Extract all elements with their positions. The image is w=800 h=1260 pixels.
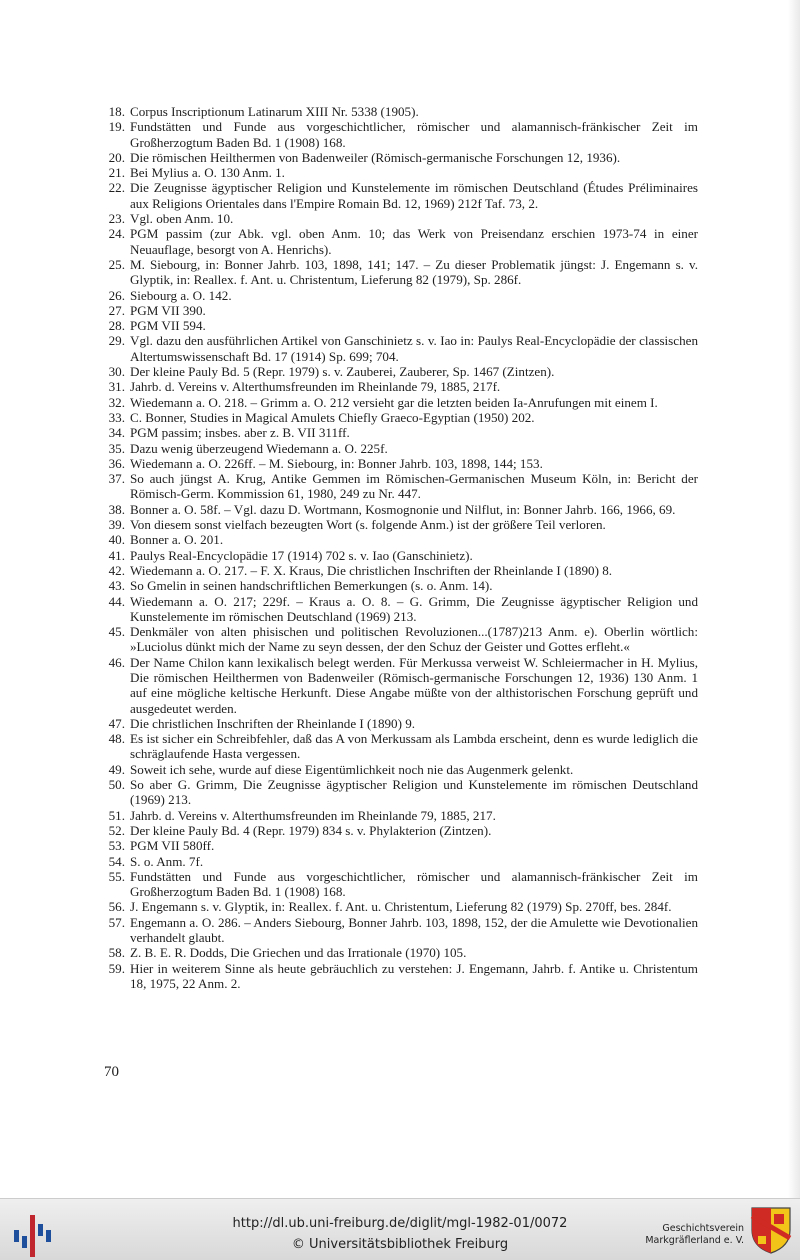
- footnote-number: 45.: [108, 624, 125, 640]
- footnote-number: 49.: [108, 761, 125, 777]
- footnote-text: Fundstätten und Funde aus vorgeschichtlicher, römischer und alamannisch-fränkischer Zeit im Großherzogtum Baden Bd. 1 (1908) 168.: [130, 868, 698, 900]
- footnote-item: [104, 854, 698, 869]
- footnote-item: [104, 119, 698, 150]
- footnote-item: [104, 731, 698, 762]
- footnote-number: 58.: [108, 945, 125, 961]
- footnote-item: [104, 425, 698, 440]
- footnote-item: [104, 945, 698, 960]
- footnote-item: [104, 838, 698, 853]
- footnote-text: PGM VII 580ff.: [130, 838, 215, 854]
- society-name-line: Geschichtsverein: [662, 1223, 744, 1234]
- footnote-number: 30.: [108, 364, 125, 380]
- footnote-number: 43.: [108, 578, 125, 594]
- footnote-number: 46.: [108, 654, 125, 670]
- footnote-number: 26.: [108, 287, 125, 303]
- footnote-number: 42.: [108, 562, 125, 578]
- footnote-item: [104, 532, 698, 547]
- footnote-item: [104, 257, 698, 288]
- footnote-item: [104, 333, 698, 364]
- footnote-text: Es ist sicher ein Schreibfehler, daß das A von Merkussam als Lambda erscheint, denn es wurde lediglich die schräglaufende Hasta vergessen.: [130, 731, 698, 762]
- footnote-item: [104, 456, 698, 471]
- footnote-text: Wiedemann a. O. 217. – F. X. Kraus, Die christlichen Inschriften der Rheinlande I (1890) 8.: [130, 562, 613, 578]
- footnote-number: 55.: [108, 868, 125, 884]
- footnote-number: 29.: [108, 333, 125, 349]
- footnote-text: Die Zeugnisse ägyptischer Religion und Kunstelemente im römischen Deutschland (Études Préliminaires aux Religions Orientales dans l'Empire Romain Bd. 12, 1969) 212f Taf. 73, 2.: [130, 180, 698, 211]
- footnote-text: Paulys Real-Encyclopädie 17 (1914) 702 s. v. Iao (Ganschinietz).: [130, 547, 473, 563]
- copyright-notice: © Universitätsbibliothek Freiburg: [291, 1237, 509, 1252]
- footnote-text: So Gmelin in seinen handschriftlichen Bemerkungen (s. o. Anm. 14).: [130, 578, 493, 594]
- footnote-number: 44.: [108, 593, 125, 609]
- footnote-number: 20.: [108, 149, 125, 165]
- footnote-text: Die christlichen Inschriften der Rheinlande I (1890) 9.: [130, 715, 416, 731]
- footnote-item: [104, 104, 698, 119]
- footnote-number: 24.: [108, 226, 125, 242]
- footnote-number: 56.: [108, 899, 125, 915]
- footnote-number: 19.: [108, 119, 125, 135]
- footnote-number: 35.: [108, 440, 125, 456]
- footnote-text: Fundstätten und Funde aus vorgeschichtlicher, römischer und alamannisch-fränkischer Zeit im Großherzogtum Baden Bd. 1 (1908) 168.: [130, 119, 698, 150]
- footnote-text: PGM VII 390.: [130, 302, 206, 318]
- footnote-number: 40.: [108, 532, 125, 548]
- footnote-text: PGM VII 594.: [130, 318, 206, 334]
- footnote-text: Dazu wenig überzeugend Wiedemann a. O. 225f.: [130, 440, 388, 456]
- footnote-text: Wiedemann a. O. 226ff. – M. Siebourg, in: Bonner Jahrb. 103, 1898, 144; 153.: [130, 455, 543, 471]
- footnote-text: Der kleine Pauly Bd. 4 (Repr. 1979) 834 s. v. Phylakterion (Zintzen).: [130, 822, 492, 838]
- footnote-text: PGM passim; insbes. aber z. B. VII 311ff.: [130, 425, 350, 441]
- society-name-line: Markgräflerland e. V.: [645, 1235, 744, 1246]
- footnote-text: Bonner a. O. 201.: [130, 532, 224, 548]
- footnote-item: [104, 823, 698, 838]
- footnote-number: 25.: [108, 256, 125, 272]
- permalink-url[interactable]: http://dl.ub.uni-freiburg.de/diglit/mgl-1982-01/0072: [232, 1216, 568, 1231]
- footnote-item: [104, 471, 698, 502]
- society-name: [618, 1223, 744, 1247]
- footnote-number: 37.: [108, 471, 125, 487]
- footnote-number: 22.: [108, 180, 125, 196]
- footnote-item: [104, 869, 698, 900]
- footnote-text: Jahrb. d. Vereins v. Alterthumsfreunden im Rheinlande 79, 1885, 217.: [130, 807, 496, 823]
- footnote-number: 31.: [108, 379, 125, 395]
- footnote-number: 47.: [108, 715, 125, 731]
- footnote-text: Die römischen Heilthermen von Badenweiler (Römisch-germanische Forschungen 12, 1936).: [130, 149, 621, 165]
- footnote-number: 39.: [108, 517, 125, 533]
- footnote-text: Soweit ich sehe, wurde auf diese Eigentümlichkeit noch nie das Augenmerk gelenkt.: [130, 761, 574, 777]
- footnote-text: S. o. Anm. 7f.: [130, 853, 204, 869]
- footnote-text: J. Engemann s. v. Glyptik, in: Reallex. f. Ant. u. Christentum, Lieferung 82 (1979) Sp. 270ff, bes. 284f.: [130, 899, 672, 915]
- footnote-text: Vgl. dazu den ausführlichen Artikel von Ganschinietz s. v. Iao in: Paulys Real-Encyclopädie der classischen Altertumswissenschaft Bd. 17 (1914) Sp. 699; 704.: [130, 333, 698, 364]
- footnote-text: Vgl. oben Anm. 10.: [130, 211, 234, 227]
- footnote-item: [104, 624, 698, 655]
- footnote-item: [104, 318, 698, 333]
- footnote-number: 51.: [108, 807, 125, 823]
- footnote-text: Wiedemann a. O. 218. – Grimm a. O. 212 versieht gar die letzten beiden Ia-Anrufungen mit einem I.: [130, 394, 658, 410]
- footnote-text: Corpus Inscriptionum Latinarum XIII Nr. 5338 (1905).: [130, 104, 419, 119]
- footnote-text: Wiedemann a. O. 217; 229f. – Kraus a. O. 8. – G. Grimm, Die Zeugnisse ägyptischer Religion und Kunstelemente im römischen Deutschland (1969) 213.: [130, 593, 698, 624]
- footnote-item: [104, 899, 698, 914]
- footnote-number: 27.: [108, 302, 125, 318]
- footnote-item: [104, 563, 698, 578]
- footnote-number: 50.: [108, 777, 125, 793]
- footnote-number: 36.: [108, 455, 125, 471]
- footnote-item: [104, 762, 698, 777]
- footnote-text: Hier in weiterem Sinne als heute gebräuchlich zu verstehen: J. Engemann, Jahrb. f. Antike u. Christentum 18, 1975, 22 Anm. 2.: [130, 960, 698, 991]
- footnote-text: C. Bonner, Studies in Magical Amulets Chiefly Graeco-Egyptian (1950) 202.: [130, 409, 535, 425]
- footnote-item: [104, 594, 698, 625]
- footnote-number: 28.: [108, 318, 125, 334]
- society-crest-icon[interactable]: [750, 1206, 792, 1254]
- page-number: 70: [104, 1064, 119, 1080]
- footnote-item: [104, 379, 698, 394]
- page-edge-shadow: [788, 0, 800, 1198]
- footnote-number: 23.: [108, 211, 125, 227]
- footnote-item: [104, 303, 698, 318]
- footnote-number: 21.: [108, 165, 125, 181]
- footnote-item: [104, 655, 698, 716]
- footnote-text: Siebourg a. O. 142.: [130, 287, 232, 303]
- footnote-item: [104, 915, 698, 946]
- footnote-item: [104, 502, 698, 517]
- footnote-text: Der kleine Pauly Bd. 5 (Repr. 1979) s. v. Zauberei, Zauberer, Sp. 1467 (Zintzen).: [130, 364, 555, 380]
- footnote-text: PGM passim (zur Abk. vgl. oben Anm. 10; das Werk von Preisendanz erschien 1973-74 in einer Neuauflage, besorgt von A. Henrichs).: [130, 226, 698, 257]
- footnote-number: 32.: [108, 394, 125, 410]
- footnote-item: [104, 165, 698, 180]
- footnote-text: Z. B. E. R. Dodds, Die Griechen und das Irrationale (1970) 105.: [130, 945, 467, 961]
- footnote-item: [104, 808, 698, 823]
- footnote-item: [104, 410, 698, 425]
- footnote-number: 52.: [108, 822, 125, 838]
- footnote-item: [104, 517, 698, 532]
- footnote-number: 57.: [108, 914, 125, 930]
- footnote-text: M. Siebourg, in: Bonner Jahrb. 103, 1898, 141; 147. – Zu dieser Problematik jüngst: J. Engemann s. v. Glyptik, in: Reallex. f. Ant. u. Christentum, Lieferung 82 (1979), Sp. 286f.: [130, 256, 698, 288]
- footnote-item: [104, 716, 698, 731]
- footnote-number: 18.: [108, 104, 125, 119]
- footnote-item: [104, 364, 698, 379]
- footnote-number: 48.: [108, 731, 125, 747]
- footnote-item: [104, 226, 698, 257]
- footnote-text: Bei Mylius a. O. 130 Anm. 1.: [130, 165, 285, 181]
- footnote-text: Jahrb. d. Vereins v. Alterthumsfreunden im Rheinlande 79, 1885, 217f.: [130, 379, 501, 395]
- footnote-item: [104, 777, 698, 808]
- footnote-item: [104, 578, 698, 593]
- footnote-item: [104, 211, 698, 226]
- footnote-text: Denkmäler von alten phisischen und politischen Revoluzionen...(1787)213 Anm. e). Oberlin wörtlich: »Luciolus dünkt mich der Name zu seyn dessen, der den Schuz der Geister und Gottes erfleht.«: [130, 624, 698, 655]
- footnote-text: Bonner a. O. 58f. – Vgl. dazu D. Wortmann, Kosmognonie und Nilflut, in: Bonner Jahrb. 166, 1966, 69.: [130, 501, 676, 517]
- footnote-number: 54.: [108, 853, 125, 869]
- footnote-number: 53.: [108, 838, 125, 854]
- footnote-text: Der Name Chilon kann lexikalisch belegt werden. Für Merkussa verweist W. Schleiermacher in H. Mylius, Die römischen Heilthermen von Badenweiler (Römisch-germanische Forschungen 12, 1936) 130 Anm. 1 auf eine mögliche keltische Herkunft. Diese Angabe müßte von der althistorischen Forschung geprüft und ausgedeutet werden.: [130, 654, 698, 716]
- footnote-number: 41.: [108, 547, 125, 563]
- footnote-text: Von diesem sonst vielfach bezeugten Wort (s. folgende Anm.) ist der größere Teil verloren.: [130, 517, 606, 533]
- footnote-number: 59.: [108, 960, 125, 976]
- footnote-item: [104, 961, 698, 992]
- ub-freiburg-logo-icon[interactable]: [12, 1211, 52, 1257]
- footnote-item: [104, 180, 698, 211]
- footnote-number: 38.: [108, 501, 125, 517]
- footnote-text: So auch jüngst A. Krug, Antike Gemmen im Römischen-Germanischen Museum Köln, in: Bericht der Römisch-Germ. Kommission 61, 1980, 249 zu Nr. 447.: [130, 471, 698, 502]
- footnote-number: 34.: [108, 425, 125, 441]
- footnote-text: So aber G. Grimm, Die Zeugnisse ägyptischer Religion und Kunstelemente im römischen Deutschland (1969) 213.: [130, 777, 698, 808]
- footnote-number: 33.: [108, 409, 125, 425]
- footnote-item: [104, 150, 698, 165]
- footnote-item: [104, 395, 698, 410]
- footnote-item: [104, 441, 698, 456]
- footnote-item: [104, 288, 698, 303]
- viewer-footer: [0, 1198, 800, 1260]
- footnote-text: Engemann a. O. 286. – Anders Siebourg, Bonner Jahrb. 103, 1898, 152, der die Amulette wie Devotionalien verhandelt glaubt.: [130, 914, 698, 946]
- footnotes-list: [104, 104, 698, 991]
- footnote-item: [104, 548, 698, 563]
